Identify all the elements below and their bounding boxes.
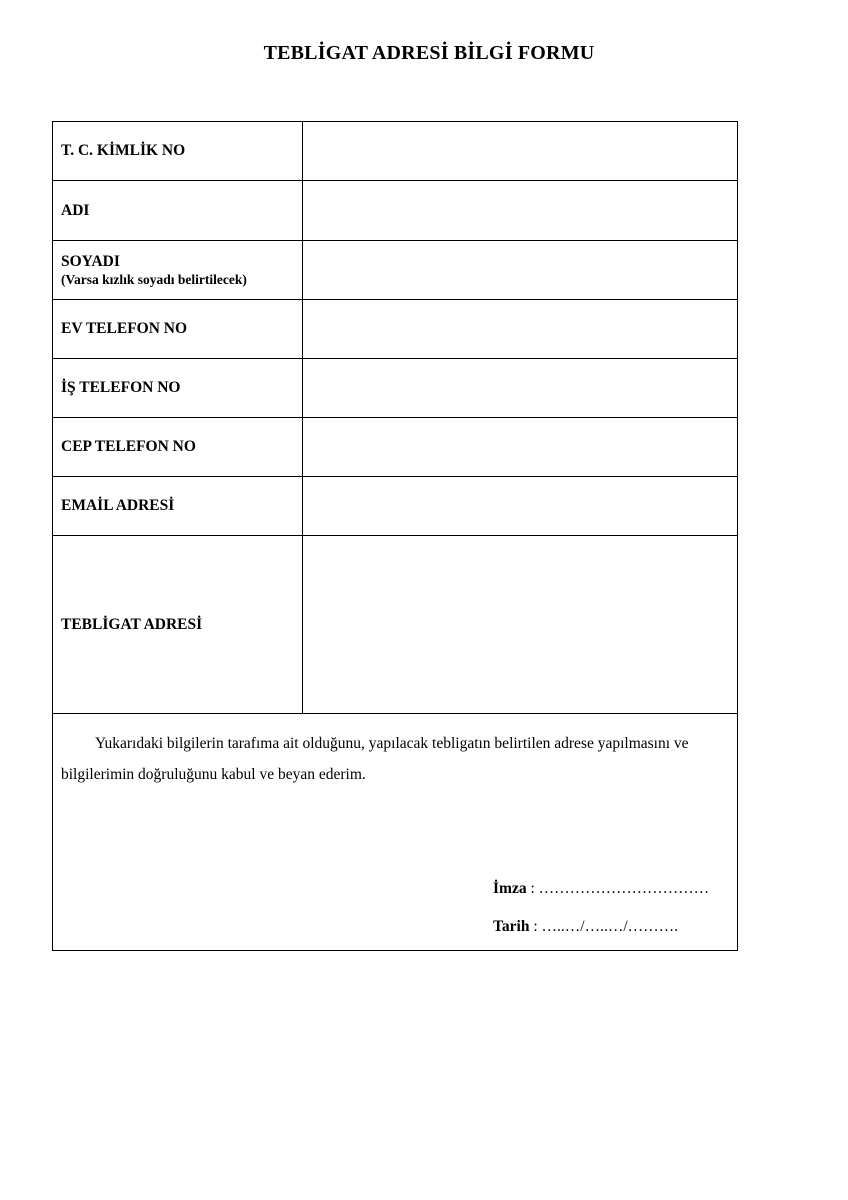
date-line <box>493 908 709 946</box>
field-label-cell <box>53 359 303 418</box>
signature-field[interactable]: …………………………… <box>538 880 710 897</box>
field-label-cell <box>53 300 303 359</box>
form-row-is-telefon-no <box>53 359 738 418</box>
date-separator: : <box>529 918 542 935</box>
field-label-cell <box>53 122 303 181</box>
field-label-cell <box>53 241 303 300</box>
signature-label: İmza <box>493 880 527 897</box>
field-label-soyadi: SOYADI <box>61 252 120 270</box>
field-label-cell <box>53 477 303 536</box>
adi-field[interactable] <box>303 181 738 241</box>
field-label-cell <box>53 418 303 477</box>
form-row-adi <box>53 181 738 241</box>
form-row-cep-telefon-no <box>53 418 738 477</box>
field-label-cep-telefon-no: CEP TELEFON NO <box>61 438 196 455</box>
email-adresi-field[interactable] <box>303 477 738 536</box>
tc-kimlik-no-field[interactable] <box>303 122 738 181</box>
declaration-cell <box>53 714 738 951</box>
form-row-email-adresi <box>53 477 738 536</box>
field-label-cell <box>53 536 303 714</box>
signature-separator: : <box>526 880 539 897</box>
tebligat-adresi-field[interactable] <box>303 536 738 714</box>
field-label-email-adresi: EMAİL ADRESİ <box>61 497 175 514</box>
field-label-tebligat-adresi: TEBLİGAT ADRESİ <box>61 615 203 633</box>
form-title: TEBLİGAT ADRESİ BİLGİ FORMU <box>263 42 595 64</box>
field-sublabel-soyadi: (Varsa kızlık soyadı belirtilecek) <box>61 271 247 287</box>
field-label-adi: ADI <box>61 201 90 219</box>
declaration-text: Yukarıdaki bilgilerin tarafıma ait olduğunu, yapılacak tebligatın belirtilen adrese yapılmasını ve bilgilerimin doğruluğunu kabul ve beyan ederim. <box>61 735 689 783</box>
form-table <box>52 121 738 951</box>
is-telefon-no-field[interactable] <box>303 359 738 418</box>
form-row-tc-kimlik-no <box>53 122 738 181</box>
cep-telefon-no-field[interactable] <box>303 418 738 477</box>
form-row-declaration <box>53 714 738 951</box>
field-label-ev-telefon-no: EV TELEFON NO <box>61 320 188 337</box>
signature-block <box>493 870 709 946</box>
date-field[interactable]: …..…/…..…/………. <box>541 918 679 935</box>
soyadi-field[interactable] <box>303 241 738 300</box>
form-row-ev-telefon-no <box>53 300 738 359</box>
date-label: Tarih <box>493 918 530 935</box>
field-label-cell <box>53 181 303 241</box>
form-row-tebligat-adresi <box>53 536 738 714</box>
signature-line <box>493 870 709 908</box>
field-label-is-telefon-no: İŞ TELEFON NO <box>61 379 181 396</box>
ev-telefon-no-field[interactable] <box>303 300 738 359</box>
form-row-soyadi <box>53 241 738 300</box>
field-label-tc-kimlik-no: T. C. KİMLİK NO <box>61 142 186 159</box>
